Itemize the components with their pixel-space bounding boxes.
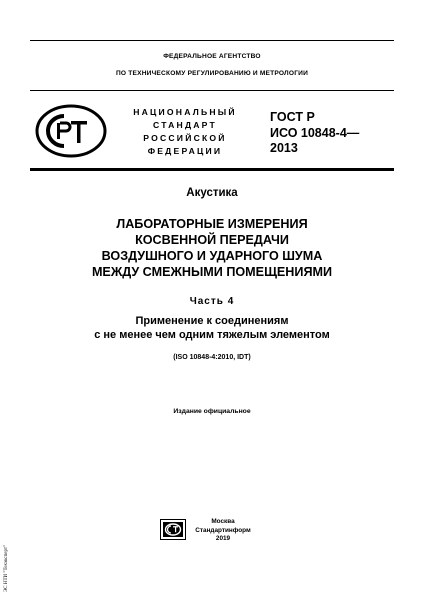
publisher-name: Стандартинформ: [195, 526, 251, 534]
standartinform-logo-icon: [160, 519, 186, 540]
iso-reference: (ISO 10848-4:2010, IDT): [173, 354, 251, 361]
subtitle-line-2: с не менее чем одним тяжелым элементом: [94, 329, 330, 341]
edition-label: Издание официальное: [173, 408, 251, 415]
main-title-line-3: ВОЗДУШНОГО И УДАРНОГО ШУМА: [101, 249, 323, 263]
side-note: ЭС НТИ "Техэксперт": [4, 544, 9, 592]
code-line-1: ГОСТ Р: [270, 110, 315, 124]
national-standard-label: [118, 106, 252, 158]
gost-r-logo-icon: [34, 103, 108, 159]
national-line-3: РОССИЙСКОЙ: [143, 133, 227, 143]
top-rule: [30, 40, 394, 41]
subtitle-line-1: Применение к соединениям: [135, 315, 289, 327]
part-label: Часть 4: [189, 296, 235, 307]
national-line-2: СТАНДАРТ: [153, 120, 217, 130]
agency-line-2: ПО ТЕХНИЧЕСКОМУ РЕГУЛИРОВАНИЮ И МЕТРОЛОГИИ: [115, 70, 309, 77]
main-title-line-4: МЕЖДУ СМЕЖНЫМИ ПОМЕЩЕНИЯМИ: [91, 265, 333, 279]
standard-code: [270, 110, 394, 157]
main-title-line-1: ЛАБОРАТОРНЫЕ ИЗМЕРЕНИЯ: [116, 217, 308, 231]
agency-line-1: ФЕДЕРАЛЬНОЕ АГЕНТСТВО: [163, 53, 261, 60]
block-rule: [30, 168, 394, 171]
main-title-line-2: КОСВЕННОЙ ПЕРЕДАЧИ: [135, 233, 289, 247]
code-line-2: ИСО 10848-4—: [270, 125, 360, 140]
subject-title: Акустика: [186, 187, 238, 199]
publisher-info: [188, 518, 258, 544]
national-line-1: НАЦИОНАЛЬНЫЙ: [133, 107, 237, 117]
code-line-3: 2013: [270, 141, 298, 155]
subtitle: [30, 314, 394, 342]
main-title: [30, 216, 394, 280]
publisher-city: Москва: [211, 518, 235, 525]
national-line-4: ФЕДЕРАЦИИ: [147, 146, 223, 156]
publisher-year: 2019: [215, 535, 231, 542]
header-rule: [30, 90, 394, 91]
